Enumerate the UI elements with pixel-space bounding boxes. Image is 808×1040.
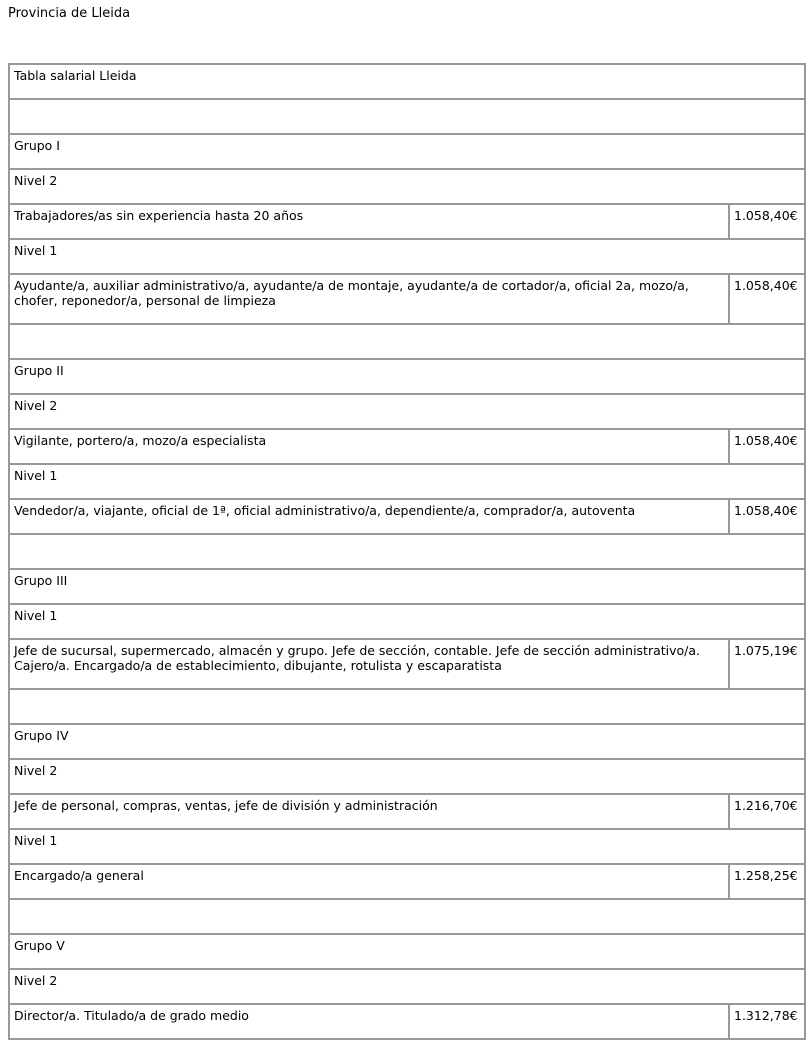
row-label [10,100,804,133]
empty-row [8,323,806,360]
row-label [10,535,804,568]
empty-row [8,688,806,725]
section-row [8,828,806,865]
row-label: Grupo I [14,138,60,153]
row-salary-value: 1.075,19€ [728,640,804,688]
row-label [10,900,804,933]
row-label: Nivel 1 [14,468,58,483]
salary-row [8,203,806,240]
row-label: Grupo II [14,363,64,378]
row-label: Grupo III [14,573,68,588]
row-label: Nivel 2 [14,763,58,778]
page-title: Provincia de Lleida [8,6,131,21]
salary-row [8,428,806,465]
empty-row [8,898,806,935]
row-salary-value: 1.058,40€ [728,275,804,323]
row-salary-value: 1.216,70€ [728,795,804,828]
salary-row [8,498,806,535]
section-row [8,393,806,430]
section-row [8,603,806,640]
row-label: Director/a. Titulado/a de grado medio [14,1008,249,1023]
row-label: Vendedor/a, viajante, oficial de 1ª, oficial administrativo/a, dependiente/a, comprador/a, autoventa [14,503,636,518]
section-row [8,758,806,795]
row-salary-value: 1.058,40€ [728,205,804,238]
row-label: Jefe de sucursal, supermercado, almacén y grupo. Jefe de sección, contable. Jefe de sección administrativo/a. Cajero/a. Encargado/a de establecimiento, dibujante, rotulista y escaparatista [14,643,701,673]
row-salary-value: 1.058,40€ [728,430,804,463]
section-row [8,238,806,275]
section-row [8,168,806,205]
row-label [10,325,804,358]
row-label: Vigilante, portero/a, mozo/a especialista [14,433,267,448]
row-label: Nivel 1 [14,243,58,258]
row-label: Nivel 2 [14,398,58,413]
section-row [8,968,806,1005]
row-label: Encargado/a general [14,868,144,883]
row-label: Nivel 1 [14,833,58,848]
row-label [10,690,804,723]
section-row [8,568,806,605]
section-row [8,63,806,100]
section-row [8,463,806,500]
section-row [8,933,806,970]
salary-row [8,1003,806,1040]
salary-row [8,273,806,325]
row-label: Jefe de personal, compras, ventas, jefe de división y administración [14,798,438,813]
empty-row [8,533,806,570]
section-row [8,358,806,395]
salary-row [8,863,806,900]
row-label: Nivel 2 [14,973,58,988]
section-row [8,133,806,170]
section-row [8,723,806,760]
row-label: Trabajadores/as sin experiencia hasta 20 años [14,208,304,223]
salary-row [8,793,806,830]
row-salary-value: 1.258,25€ [728,865,804,898]
row-label: Ayudante/a, auxiliar administrativo/a, ayudante/a de montaje, ayudante/a de cortador/a, oficial 2a, mozo/a, chofer, reponedor/a, personal de limpieza [14,278,689,308]
row-label: Grupo V [14,938,65,953]
row-salary-value: 1.058,40€ [728,500,804,533]
empty-row [8,98,806,135]
salary-row [8,638,806,690]
row-salary-value: 1.312,78€ [728,1005,804,1038]
row-label: Tabla salarial Lleida [14,68,137,83]
row-label: Nivel 1 [14,608,58,623]
row-label: Nivel 2 [14,173,58,188]
row-label: Grupo IV [14,728,69,743]
